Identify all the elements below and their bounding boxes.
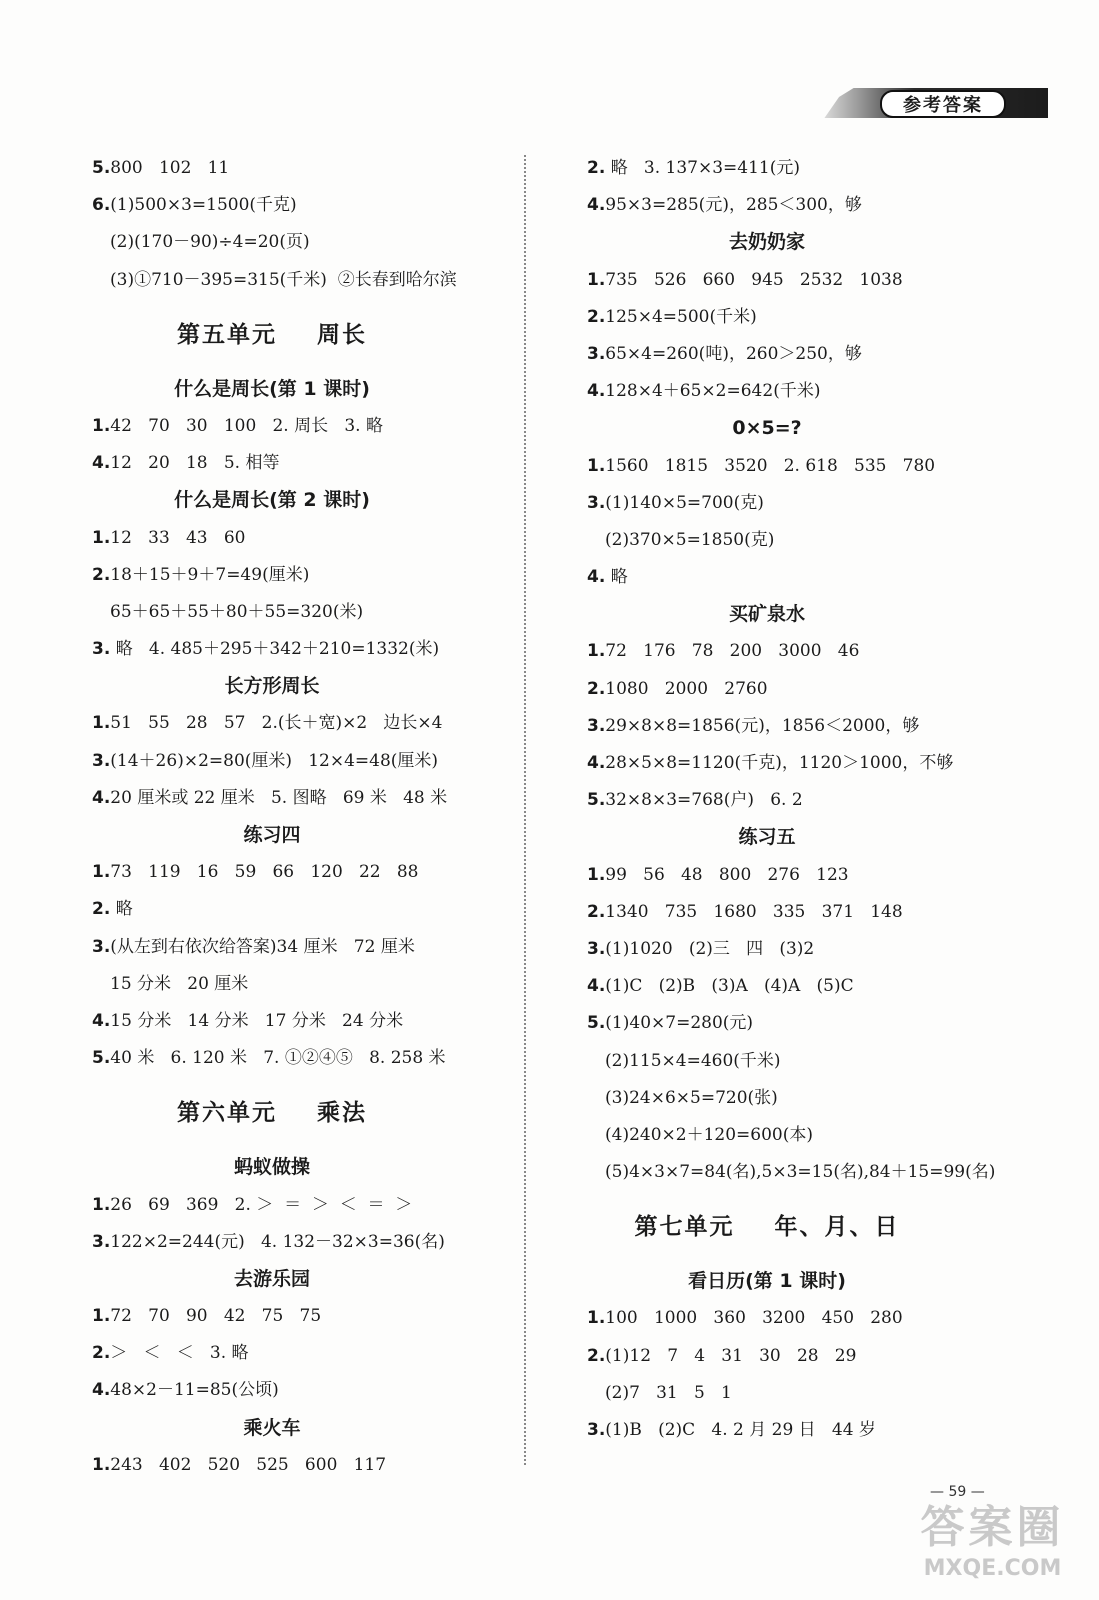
answer-continuation: (2)(170－90)÷4=20(页) — [110, 232, 310, 253]
question-number: 1. — [587, 864, 606, 885]
answer-line — [587, 336, 1057, 373]
question-number: 1. — [587, 1308, 606, 1329]
answer-text: 28×5×8=1120(千克)，1120＞1000，不够 — [605, 753, 954, 773]
answer-text: 48×2－11=85(公顷) — [110, 1380, 279, 1401]
answer-line — [587, 782, 1057, 819]
answer-line — [92, 150, 512, 187]
answer-text: 100 1000 360 3200 450 280 — [605, 1308, 903, 1329]
answer-text: 26 69 369 2. ＞ ＝ ＞ ＜ ＝ ＞ — [110, 1194, 413, 1215]
answer-line — [92, 408, 512, 445]
answer-text: 72 70 90 42 75 75 — [110, 1306, 322, 1327]
answer-line — [92, 891, 512, 928]
answer-text: (1)140×5=700(克) — [605, 492, 764, 513]
lesson-heading: 什么是周长(第 2 课时) — [174, 489, 370, 512]
question-number: 6. — [92, 195, 111, 216]
question-number: 4. — [587, 976, 606, 997]
question-number: 2. — [92, 564, 111, 585]
answer-line — [92, 1040, 512, 1077]
question-number: 4. — [92, 453, 111, 474]
question-number: 4. — [587, 753, 606, 773]
answer-text: ＞ ＜ ＜ 3. 略 — [110, 1343, 249, 1364]
lesson-heading: 什么是周长(第 1 课时) — [174, 377, 370, 400]
answer-line — [587, 671, 1057, 708]
answer-text: 95×3=285(元)，285＜300，够 — [605, 195, 862, 216]
answer-line — [587, 708, 1057, 745]
lesson-heading: 去奶奶家 — [728, 231, 805, 254]
answer-text: (1)B (2)C 4. 2 月 29 日 44 岁 — [605, 1420, 876, 1440]
answer-text: 125×4=500(千米) — [605, 306, 757, 327]
question-number: 5. — [587, 1013, 606, 1034]
answer-text: (14＋26)×2=80(厘米) 12×4=48(厘米) — [110, 750, 439, 771]
answer-text: 略 4. 485＋295＋342＋210=1332(米) — [110, 639, 440, 660]
question-number: 4. — [587, 567, 606, 588]
watermark-logo-text: 答案圈 — [920, 1502, 1065, 1553]
answer-line — [92, 705, 512, 742]
question-number: 1. — [92, 1454, 111, 1475]
question-number: 1. — [587, 455, 606, 476]
question-number: 4. — [587, 195, 606, 216]
question-number: 1. — [92, 862, 111, 883]
answer-text: 72 176 78 200 3000 46 — [605, 641, 860, 662]
question-number: 2. — [587, 901, 606, 922]
answer-text: (1)40×7=280(元) — [605, 1013, 754, 1034]
question-number: 3. — [92, 1231, 111, 1252]
answer-text: 735 526 660 945 2532 1038 — [605, 269, 903, 290]
answer-continuation: (2)115×4=460(千米) — [605, 1050, 781, 1071]
page-number: — 59 — — [930, 1484, 985, 1500]
answer-line — [587, 1300, 1057, 1337]
answer-text: 29×8×8=1856(元)，1856＜2000，够 — [605, 715, 920, 736]
answer-text: 15 分米 14 分米 17 分米 24 分米 — [110, 1010, 404, 1031]
question-number: 3. — [587, 343, 606, 364]
answer-text: 51 55 28 57 2.(长＋宽)×2 边长×4 — [110, 713, 443, 734]
answer-text: 42 70 30 100 2. 周长 3. 略 — [110, 415, 383, 436]
answer-line — [92, 780, 512, 817]
watermark-logo — [900, 1500, 1085, 1595]
answer-continuation: (5)4×3×7=84(名),5×3=15(名),84＋15=99(名) — [605, 1162, 996, 1183]
answer-text: 1560 1815 3520 2. 618 535 780 — [605, 455, 936, 476]
lesson-heading: 乘火车 — [243, 1416, 301, 1439]
lesson-heading: 练习五 — [738, 826, 796, 849]
answer-line — [92, 1224, 512, 1261]
lesson-heading: 蚂蚁做操 — [233, 1156, 310, 1179]
answer-line — [92, 743, 512, 780]
question-number: 3. — [587, 938, 606, 959]
lesson-heading: 看日历(第 1 课时) — [688, 1270, 846, 1293]
question-number: 2. — [587, 1345, 606, 1366]
answer-line — [587, 559, 1057, 596]
answer-continuation: 65＋65＋55＋80＋55=320(米) — [110, 601, 364, 622]
answer-text: 略 3. 137×3=411(元) — [605, 158, 800, 178]
answer-line — [92, 854, 512, 891]
lesson-heading: 买矿泉水 — [728, 603, 805, 626]
answer-text: 73 119 16 59 66 120 22 88 — [110, 862, 419, 883]
answer-continuation: (3)①710－395=315(千米) ②长春到哈尔滨 — [110, 269, 457, 290]
lesson-heading: 练习四 — [243, 824, 301, 846]
answer-line — [587, 448, 1057, 485]
answer-text: 12 33 43 60 — [110, 527, 246, 548]
question-number: 2. — [587, 678, 606, 699]
answer-line — [587, 299, 1057, 336]
question-number: 4. — [587, 381, 606, 402]
question-number: 2. — [92, 1343, 111, 1364]
answer-text: 128×4＋65×2=642(千米) — [605, 381, 821, 402]
watermark-site: MXQE.COM — [923, 1556, 1062, 1581]
answer-text: 12 20 18 5. 相等 — [110, 453, 280, 474]
answer-line — [587, 745, 1057, 782]
question-number: 4. — [92, 787, 111, 808]
answer-line — [92, 557, 512, 594]
answer-text: 18＋15＋9＋7=49(厘米) — [110, 564, 310, 585]
answer-line — [587, 373, 1057, 410]
question-number: 1. — [587, 641, 606, 662]
answer-line — [92, 1447, 512, 1484]
answer-line — [587, 633, 1057, 670]
answer-text: 1340 735 1680 335 371 148 — [605, 901, 903, 922]
question-number: 4. — [92, 1010, 111, 1031]
answer-line — [587, 1412, 1057, 1449]
answer-line — [92, 631, 512, 668]
answer-line — [587, 931, 1057, 968]
answer-line — [587, 262, 1057, 299]
unit-heading: 第六单元 乘法 — [176, 1100, 368, 1127]
lesson-heading: 去游乐园 — [233, 1267, 310, 1290]
question-number: 1. — [92, 713, 111, 734]
question-number: 5. — [587, 790, 606, 811]
answer-text: 800 102 11 — [110, 158, 230, 178]
answer-text: (1)C (2)B (3)A (4)A (5)C — [605, 976, 854, 997]
question-number: 2. — [92, 899, 111, 920]
answer-line — [92, 929, 512, 966]
answer-text: 32×8×3=768(户) 6. 2 — [605, 790, 803, 811]
answer-line — [92, 187, 512, 224]
lesson-heading: 0×5=? — [732, 417, 802, 440]
answer-continuation: 15 分米 20 厘米 — [110, 973, 249, 994]
answer-text: (1)500×3=1500(千克) — [110, 195, 297, 216]
answer-line — [92, 1003, 512, 1040]
answer-line — [587, 968, 1057, 1005]
question-number: 3. — [92, 936, 111, 957]
answer-text: 65×4=260(吨)，260＞250，够 — [605, 343, 862, 364]
answer-text: 40 米 6. 120 米 7. ①②④⑤ 8. 258 米 — [110, 1048, 446, 1069]
column-divider — [524, 155, 526, 1465]
question-number: 1. — [92, 415, 111, 436]
answer-continuation: (2)7 31 5 1 — [605, 1382, 732, 1403]
answer-text: 243 402 520 525 600 117 — [110, 1454, 387, 1475]
answer-text: (1)12 7 4 31 30 28 29 — [605, 1345, 857, 1366]
answer-line — [92, 1298, 512, 1335]
question-number: 3. — [587, 1420, 606, 1440]
question-number: 3. — [587, 715, 606, 736]
answer-line — [92, 520, 512, 557]
answer-text: 略 — [110, 899, 133, 920]
answer-line — [92, 1187, 512, 1224]
answer-line — [587, 187, 1057, 224]
question-number: 1. — [92, 1194, 111, 1215]
lesson-heading: 长方形周长 — [224, 675, 320, 698]
question-number: 5. — [92, 158, 111, 178]
question-number: 4. — [92, 1380, 111, 1401]
question-number: 1. — [92, 527, 111, 548]
answer-text: (1)1020 (2)三 四 (3)2 — [605, 938, 815, 959]
question-number: 3. — [92, 639, 111, 660]
answer-line — [92, 445, 512, 482]
question-number: 5. — [92, 1048, 111, 1069]
answer-continuation: (3)24×6×5=720(张) — [605, 1087, 778, 1108]
answer-text: 122×2=244(元) 4. 132－32×3=36(名) — [110, 1231, 445, 1252]
answer-text: 略 — [605, 567, 628, 588]
answer-line — [587, 485, 1057, 522]
question-number: 1. — [92, 1306, 111, 1327]
unit-heading: 第七单元 年、月、日 — [634, 1214, 900, 1241]
answer-continuation: (4)240×2＋120=600(本) — [605, 1124, 813, 1145]
answer-line — [587, 1005, 1057, 1042]
right-answer-column — [587, 150, 1057, 1449]
answer-continuation: (2)370×5=1850(克) — [605, 529, 775, 550]
answer-text: 1080 2000 2760 — [605, 678, 768, 699]
answer-line — [587, 857, 1057, 894]
answer-line — [587, 150, 1057, 187]
question-number: 3. — [92, 750, 111, 771]
question-number: 1. — [587, 269, 606, 290]
answer-line — [92, 1372, 512, 1409]
left-answer-column — [92, 150, 512, 1484]
question-number: 2. — [587, 158, 606, 178]
answer-text: (从左到右依次给答案)34 厘米 72 厘米 — [110, 936, 415, 957]
question-number: 2. — [587, 306, 606, 327]
unit-heading: 第五单元 周长 — [176, 321, 368, 348]
answer-text: 20 厘米或 22 厘米 5. 图略 69 米 48 米 — [110, 787, 448, 808]
page-header-title: 参考答案 — [880, 90, 1006, 118]
question-number: 3. — [587, 492, 606, 513]
answer-text: 99 56 48 800 276 123 — [605, 864, 849, 885]
answer-line — [587, 1338, 1057, 1375]
answer-line — [587, 894, 1057, 931]
answer-line — [92, 1335, 512, 1372]
